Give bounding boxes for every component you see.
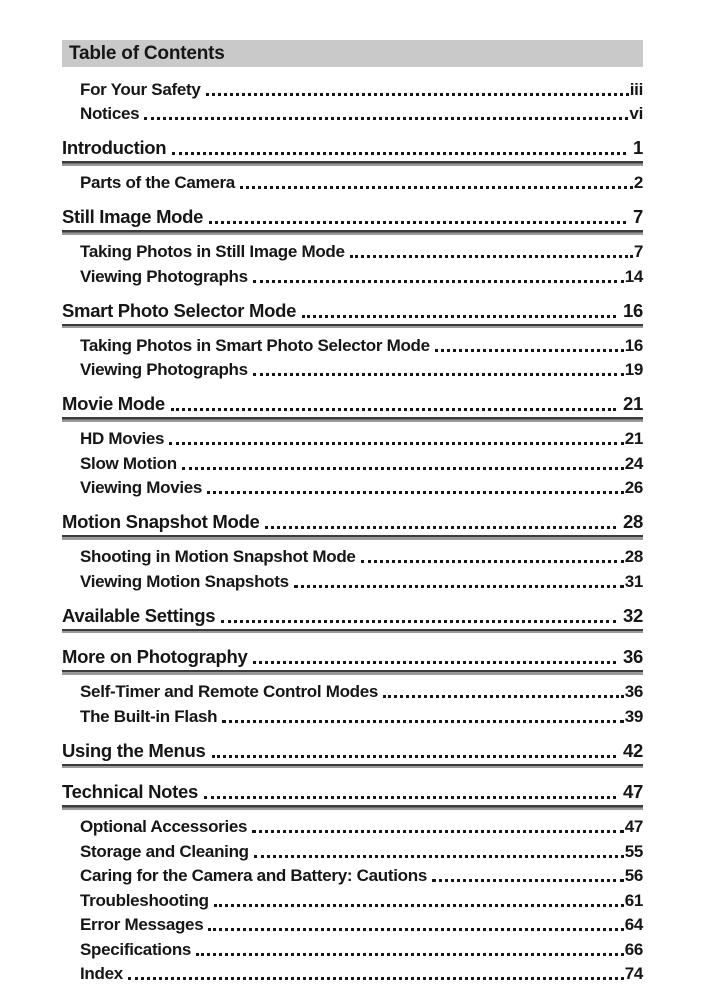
dot-leader: [214, 904, 624, 907]
entry-page-number: 36: [624, 682, 643, 701]
entry-page-number: 55: [624, 841, 643, 861]
section-rule: [62, 764, 643, 769]
entry-page-number: 56: [624, 866, 643, 885]
dot-leader: [206, 93, 629, 96]
toc-chapter-entry: [62, 136, 643, 159]
entry-page-number: vi: [629, 104, 643, 123]
toc-sub-entry: [62, 935, 643, 960]
toc-front-entry: [62, 75, 643, 100]
entry-label: Using the Menus: [62, 739, 206, 761]
toc-sub-entry: [62, 356, 643, 381]
entry-label: Movie Mode: [62, 393, 165, 414]
dot-leader: [222, 720, 623, 723]
entry-page-number: 74: [624, 964, 643, 983]
entry-page-number: 39: [624, 706, 643, 726]
entry-label: Specifications: [80, 939, 192, 959]
toc-sub-entry: [62, 449, 643, 474]
toc-sub-entry: [62, 862, 643, 887]
entry-page-number: 14: [624, 266, 643, 286]
toc-body: [62, 75, 643, 984]
toc-chapter-entry: [62, 392, 643, 415]
entry-label: Caring for the Camera and Battery: Cautions: [80, 866, 427, 885]
entry-page-number: 19: [624, 360, 643, 379]
dot-leader: [435, 349, 624, 352]
dot-leader: [253, 661, 616, 664]
entry-label: Slow Motion: [80, 453, 177, 473]
dot-leader: [208, 928, 623, 931]
toc-chapter-entry: [62, 645, 643, 668]
entry-label: Available Settings: [62, 604, 216, 626]
dot-leader: [294, 585, 624, 588]
dot-leader: [252, 830, 623, 833]
entry-label: Viewing Photographs: [80, 360, 248, 379]
entry-page-number: 32: [623, 604, 643, 626]
dot-leader: [253, 373, 624, 376]
dot-leader: [212, 755, 617, 758]
toc-section: [62, 510, 643, 592]
toc-sub-entry: [62, 886, 643, 911]
entry-label: The Built-in Flash: [80, 706, 218, 726]
toc-chapter-entry: [62, 299, 643, 322]
entry-page-number: 16: [624, 335, 643, 355]
toc-chapter-entry: [62, 780, 643, 803]
entry-label: Shooting in Motion Snapshot Mode: [80, 547, 356, 566]
entry-page-number: 36: [623, 646, 643, 667]
section-rule: [62, 629, 643, 634]
entry-page-number: 47: [623, 781, 643, 802]
toc-front-entry: [62, 100, 643, 125]
page-title: Table of Contents: [69, 42, 225, 64]
entry-label: Error Messages: [80, 915, 204, 934]
dot-leader: [253, 280, 624, 283]
entry-label: Taking Photos in Smart Photo Selector Mode: [80, 335, 430, 355]
entry-page-number: 16: [623, 299, 643, 321]
toc-sub-entry: [62, 331, 643, 356]
entry-page-number: 24: [624, 453, 643, 473]
entry-label: Taking Photos in Still Image Mode: [80, 242, 345, 261]
dot-leader: [361, 560, 624, 563]
section-rule: [62, 230, 643, 235]
toc-chapter-entry: [62, 739, 643, 762]
entry-page-number: 1: [633, 137, 643, 158]
entry-label: HD Movies: [80, 429, 165, 448]
dot-leader: [302, 315, 616, 318]
dot-leader: [254, 855, 624, 858]
section-rule: [62, 324, 643, 329]
entry-page-number: 66: [624, 939, 643, 959]
entry-label: Introduction: [62, 137, 167, 158]
entry-label: For Your Safety: [80, 79, 201, 99]
entry-label: Viewing Movies: [80, 478, 203, 497]
entry-page-number: 7: [633, 242, 643, 261]
entry-page-number: 42: [623, 739, 643, 761]
dot-leader: [171, 408, 616, 411]
toc-sub-entry: [62, 702, 643, 727]
section-rule: [62, 670, 643, 675]
entry-label: Storage and Cleaning: [80, 841, 249, 861]
entry-page-number: 21: [624, 429, 643, 448]
dot-leader: [240, 186, 633, 189]
toc-sub-entry: [62, 837, 643, 862]
section-rule: [62, 805, 643, 810]
toc-sub-entry: [62, 567, 643, 592]
entry-label: More on Photography: [62, 646, 248, 667]
dot-leader: [204, 796, 616, 799]
toc-sub-entry: [62, 960, 643, 985]
toc-section: [62, 739, 643, 769]
toc-sub-entry: [62, 238, 643, 263]
toc-section: [62, 136, 643, 193]
entry-label: Optional Accessories: [80, 817, 248, 836]
dot-leader: [209, 221, 626, 224]
toc-sub-entry: [62, 169, 643, 194]
toc-chapter-entry: [62, 510, 643, 533]
entry-page-number: iii: [629, 79, 643, 99]
entry-label: Notices: [80, 104, 140, 123]
entry-page-number: 28: [624, 547, 643, 566]
toc-sub-entry: [62, 425, 643, 450]
entry-label: Motion Snapshot Mode: [62, 511, 260, 532]
entry-label: Parts of the Camera: [80, 173, 235, 192]
dot-leader: [196, 953, 624, 956]
toc-chapter-entry: [62, 604, 643, 627]
dot-leader: [144, 117, 628, 120]
toc-section: [62, 205, 643, 287]
dot-leader: [432, 879, 624, 882]
toc-section: [62, 604, 643, 634]
entry-page-number: 47: [624, 817, 643, 836]
toc-section: [62, 780, 643, 984]
entry-label: Smart Photo Selector Mode: [62, 299, 297, 321]
entry-page-number: 28: [623, 511, 643, 532]
dot-leader: [182, 467, 624, 470]
toc-section: [62, 299, 643, 381]
toc-sub-entry: [62, 911, 643, 936]
toc-header-bar: [62, 40, 643, 67]
toc-sub-entry: [62, 678, 643, 703]
entry-label: Index: [80, 964, 123, 983]
section-rule: [62, 417, 643, 422]
dot-leader: [207, 491, 624, 494]
section-rule: [62, 161, 643, 166]
toc-chapter-entry: [62, 205, 643, 228]
entry-page-number: 64: [624, 915, 643, 934]
dot-leader: [383, 695, 624, 698]
toc-section: [62, 392, 643, 498]
entry-page-number: 21: [623, 393, 643, 414]
dot-leader: [169, 442, 623, 445]
entry-page-number: 61: [624, 890, 643, 910]
toc-sub-entry: [62, 543, 643, 568]
dot-leader: [128, 977, 624, 980]
entry-label: Viewing Motion Snapshots: [80, 571, 289, 591]
toc-sub-entry: [62, 262, 643, 287]
dot-leader: [172, 152, 626, 155]
entry-label: Self-Timer and Remote Control Modes: [80, 682, 379, 701]
toc-section: [62, 645, 643, 727]
entry-page-number: 31: [624, 571, 643, 591]
entry-label: Technical Notes: [62, 781, 199, 802]
toc-sub-entry: [62, 474, 643, 499]
entry-label: Still Image Mode: [62, 206, 204, 227]
dot-leader: [265, 526, 616, 529]
entry-page-number: 2: [633, 173, 643, 192]
dot-leader: [350, 255, 633, 258]
entry-label: Troubleshooting: [80, 890, 209, 910]
toc-sub-entry: [62, 813, 643, 838]
toc-content: [62, 40, 643, 984]
section-rule: [62, 535, 643, 540]
dot-leader: [221, 620, 616, 623]
entry-page-number: 7: [633, 206, 643, 227]
entry-page-number: 26: [624, 478, 643, 497]
entry-label: Viewing Photographs: [80, 266, 248, 286]
